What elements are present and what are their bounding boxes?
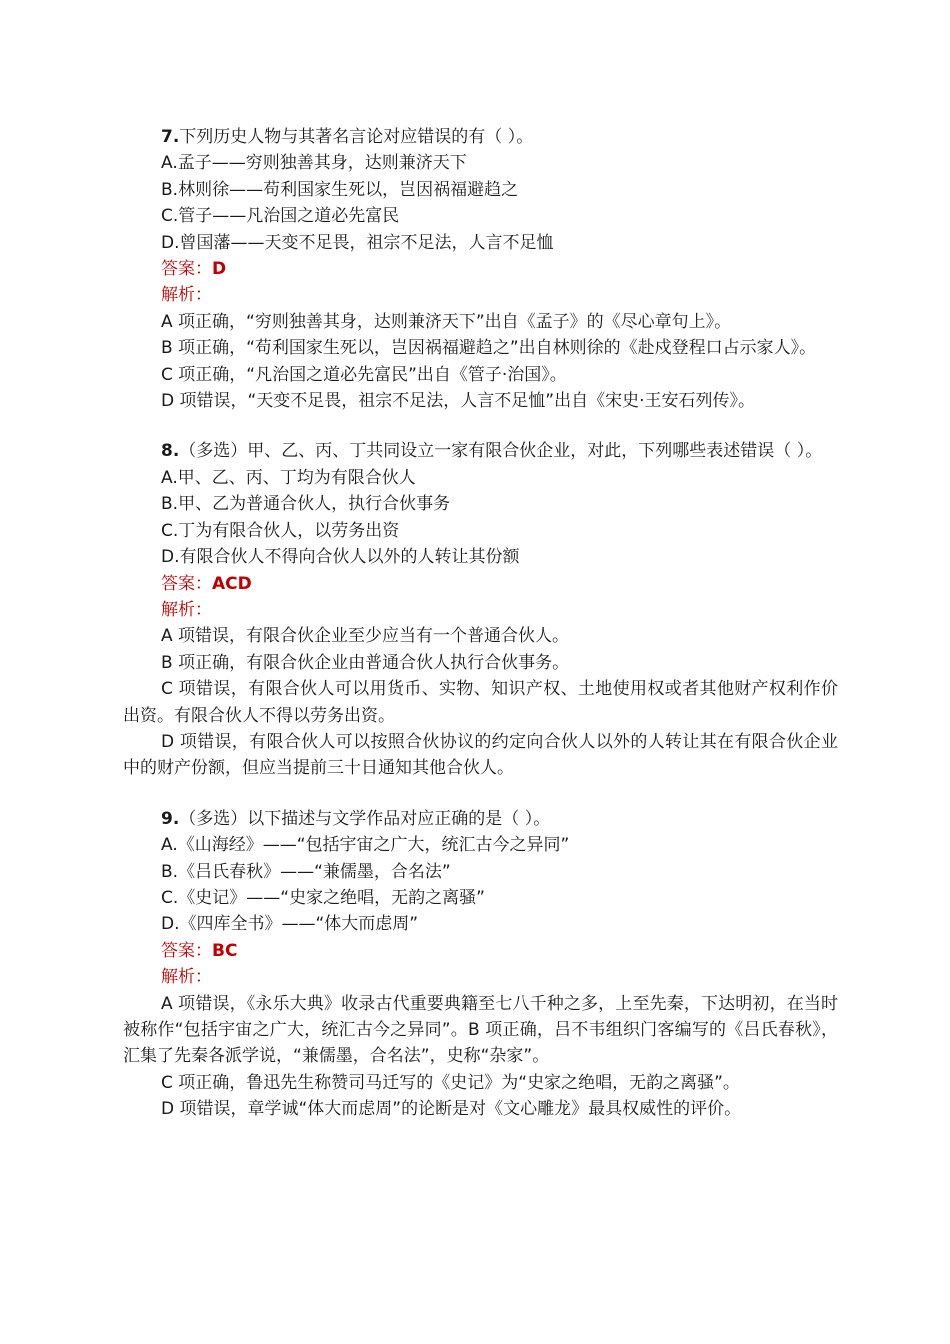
answer-label: 答案：: [161, 940, 212, 961]
explanation-paragraph: C 项正确，鲁迅先生称赞司马迁写的《史记》为“史家之绝唱，无韵之离骚”。: [161, 1072, 740, 1093]
explanation-paragraph: D 项错误，有限合伙人可以按照合伙协议的约定向合伙人以外的人转让其在有限合伙企业中的财产份额，但应当提前三十日通知其他合伙人。: [123, 731, 838, 779]
explanation-paragraph: A 项错误，有限合伙企业至少应当有一个普通合伙人。: [161, 626, 570, 647]
question-text: （多选）以下描述与文学作品对应正确的是（ ）。: [179, 808, 551, 829]
option-b: B.甲、乙为普通合伙人，执行合伙事务: [161, 494, 451, 515]
question-text: 下列历史人物与其著名言论对应错误的有（ ）。: [179, 127, 534, 147]
answer-line: [123, 571, 838, 597]
option-d: D.有限合伙人不得向合伙人以外的人转让其份额: [161, 547, 520, 568]
explanation-label: 解析：: [161, 967, 212, 988]
option-a: A.《山海经》——“包括宇宙之广大，统汇古今之异同”: [161, 835, 570, 856]
option-d: D.《四库全书》——“体大而虑周”: [161, 914, 419, 935]
option-b: B.林则徐——苟利国家生死以，岂因祸福避趋之: [161, 179, 519, 200]
answer-value: BC: [212, 940, 238, 961]
question-number: 8.: [161, 441, 180, 462]
explanation-paragraph: A 项错误，《永乐大典》收录古代重要典籍至七八千种之多，上至先秦，下达明初，在当时被称作“包括宇宙之广大，统汇古今之异同”。B 项正确，吕不韦组织门客编写的《吕氏春秋》，汇集了先秦各派学说，“兼儒墨，合名法”，史称“杂家”。: [123, 993, 838, 1067]
explanation-paragraph: B 项正确，“苟利国家生死以，岂因祸福避趋之”出自林则徐的《赴戍登程口占示家人》。: [161, 338, 817, 359]
answer-value: D: [212, 259, 227, 280]
option-a: A.甲、乙、丙、丁均为有限合伙人: [161, 467, 416, 488]
answer-value: ACD: [212, 573, 252, 594]
explanation-paragraph: C 项正确，“凡治国之道必先富民”出自《管子·治国》。: [161, 364, 567, 385]
question-7: [123, 124, 838, 414]
question-stem: [123, 806, 838, 832]
explanation-paragraph: B 项正确，有限合伙企业由普通合伙人执行合伙事务。: [161, 652, 570, 673]
explanation-label: 解析：: [161, 599, 212, 620]
question-8: [123, 438, 838, 781]
question-stem: [123, 438, 838, 464]
option-c: C.管子——凡治国之道必先富民: [161, 206, 400, 227]
document-content: [123, 124, 838, 1147]
answer-line: [123, 938, 838, 964]
answer-label: 答案：: [161, 573, 212, 594]
explanation-paragraph: C 项错误，有限合伙人可以用货币、实物、知识产权、土地使用权或者其他财产权利作价出资。有限合伙人不得以劳务出资。: [123, 679, 838, 726]
question-9: [123, 806, 838, 1123]
explanation-paragraph: A 项正确，“穷则独善其身，达则兼济天下”出自《孟子》的《尽心章句上》。: [161, 311, 732, 332]
option-d: D.曾国藩——天变不足畏，祖宗不足法，人言不足恤: [161, 232, 554, 253]
option-b: B.《吕氏春秋》——“兼儒墨，合名法”: [161, 861, 451, 882]
option-c: C.《史记》——“史家之绝唱，无韵之离骚”: [161, 887, 485, 908]
explanation-paragraph: D 项错误，“天变不足畏，祖宗不足法，人言不足恤”出自《宋史·王安石列传》。: [161, 391, 756, 412]
question-number: 7.: [161, 127, 180, 147]
answer-label: 答案：: [161, 259, 212, 280]
question-number: 9.: [161, 808, 180, 829]
question-text: （多选）甲、乙、丙、丁共同设立一家有限合伙企业，对此，下列哪些表述错误（ ）。: [179, 441, 823, 462]
explanation-label: 解析：: [161, 285, 212, 306]
question-stem: [123, 124, 838, 150]
explanation-paragraph: D 项错误，章学诚“体大而虑周”的论断是对《文心雕龙》最具权威性的评价。: [161, 1099, 742, 1120]
answer-line: [123, 256, 838, 282]
option-a: A.孟子——穷则独善其身，达则兼济天下: [161, 153, 467, 174]
option-c: C.丁为有限合伙人，以劳务出资: [161, 520, 400, 541]
